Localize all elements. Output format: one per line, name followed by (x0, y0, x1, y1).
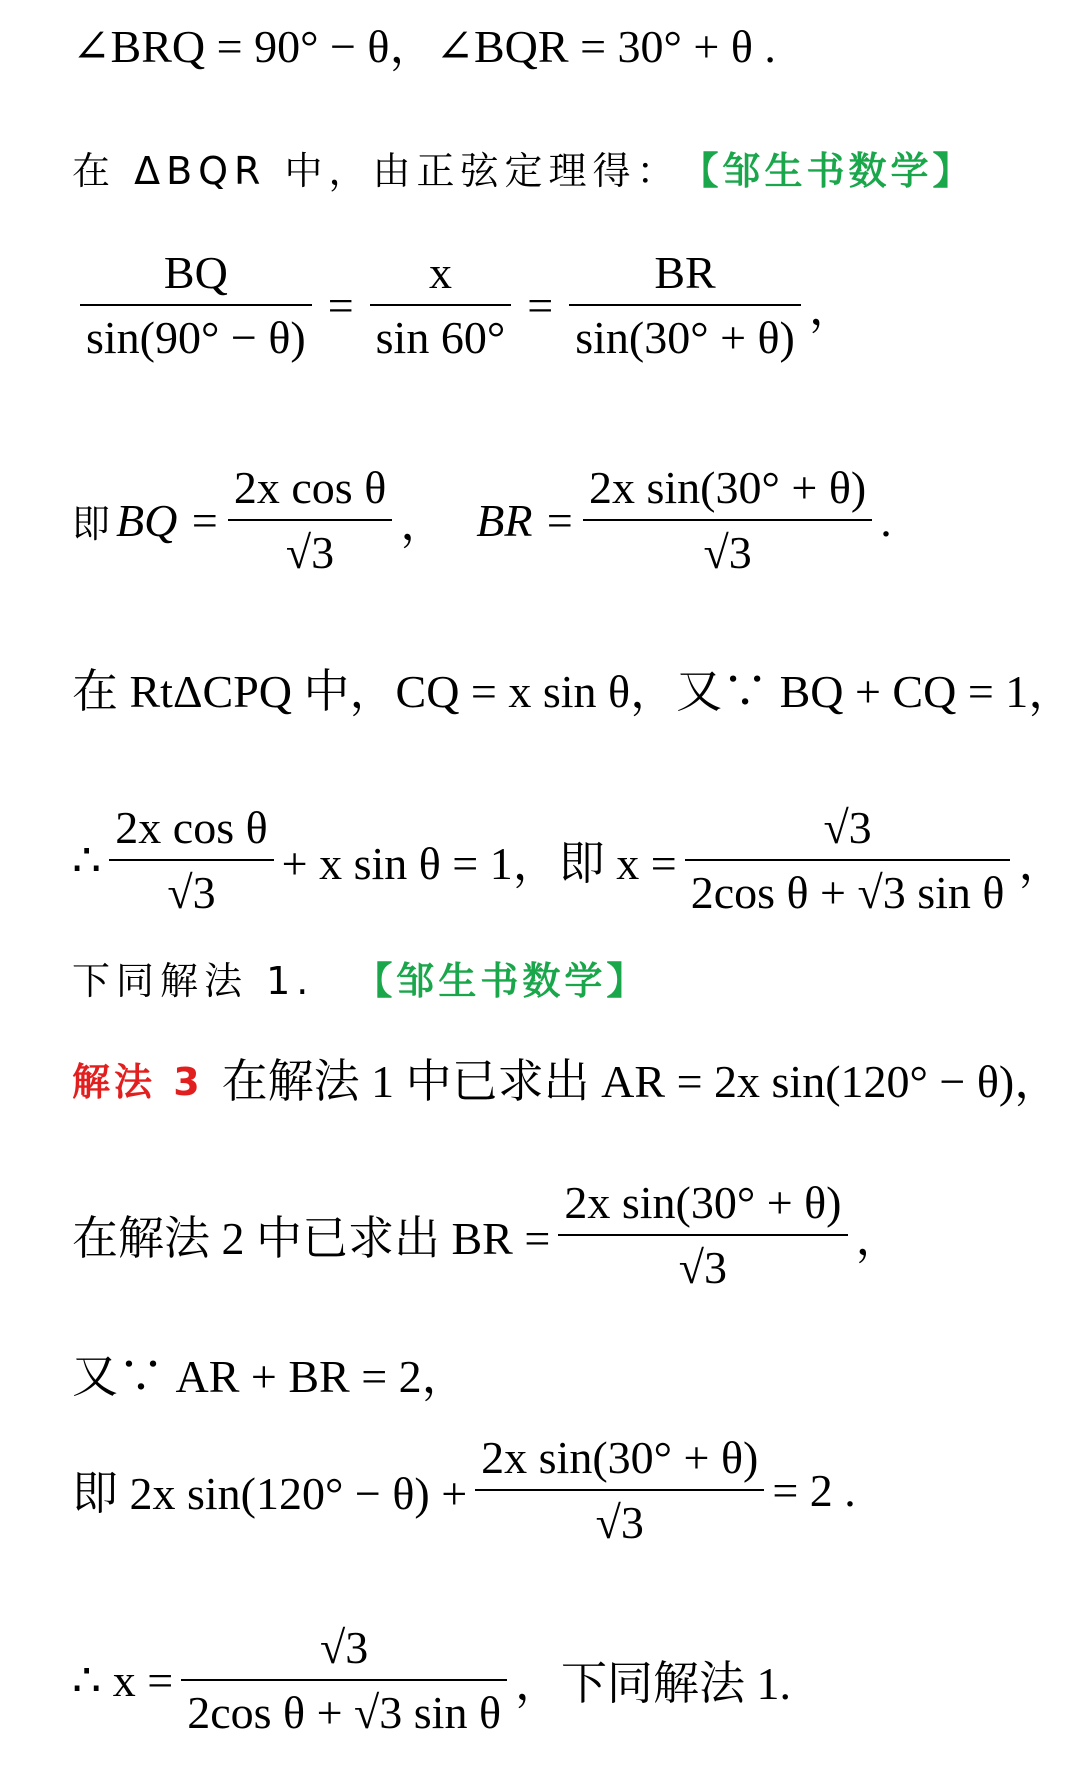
fraction-x-final (181, 1620, 507, 1740)
fraction-numerator: √3 (823, 802, 872, 853)
sum-condition-line (72, 1340, 468, 1406)
same-as-text: 下同解法 1. (72, 959, 315, 1003)
line-tail: ， (808, 283, 855, 335)
fraction-denominator: √3 (595, 1497, 644, 1549)
bq-br-result-line (72, 460, 892, 580)
brand-tag: 【邹生书数学】 (680, 149, 975, 193)
method3-label: 解法 3 (72, 1059, 204, 1104)
line-tail: ，下同解法 1. (514, 1658, 791, 1710)
fraction-br-sum (475, 1430, 764, 1550)
fraction-br (569, 245, 801, 365)
fraction-denominator: √3 (285, 527, 335, 579)
fraction-numerator: √3 (319, 1622, 369, 1673)
fraction-2xcos (109, 800, 273, 920)
fraction-denominator: sin(90° − θ) (86, 312, 306, 364)
fraction-numerator: BR (654, 247, 716, 298)
same-as-method1-line (72, 950, 648, 1005)
br-lhs: BR = (476, 494, 575, 546)
fraction-x (370, 245, 512, 365)
fraction-bq (80, 245, 312, 365)
fraction-denominator: 2cos θ + √3 sin θ (187, 1687, 501, 1739)
fraction-denominator: √3 (678, 1242, 728, 1294)
angle-relations-text: ∠BRQ = 90° − θ，∠BQR = 30° + θ . (72, 21, 776, 72)
line-tail: ， (855, 1213, 902, 1265)
combined-prefix: 即 2x sin(120° − θ) + (72, 1468, 468, 1520)
fraction-numerator: 2x sin(30° + θ) (564, 1177, 842, 1228)
method3-line (72, 1045, 1060, 1111)
line-tail: . (880, 494, 892, 546)
fraction-br-recall (558, 1175, 847, 1295)
br-recall-prefix: 在解法 2 中已求出 BR = (72, 1213, 551, 1265)
br-recall-line (72, 1175, 902, 1295)
fraction-numerator: BQ (163, 247, 228, 298)
middle-expression: + x sin θ = 1，即 x = (281, 838, 677, 890)
final-x-line (72, 1620, 791, 1740)
fraction-numerator: 2x cos θ (233, 462, 387, 513)
right-triangle-text: 在 RtΔCPQ 中，CQ = x sin θ，又∵ BQ + CQ = 1， (72, 666, 1075, 717)
line-tail: ， (1018, 838, 1065, 890)
fraction-bq-result (228, 460, 392, 580)
sine-law-intro-text: 在 ΔBQR 中，由正弦定理得： (72, 149, 681, 193)
equals-sign: = (527, 279, 554, 331)
prefix-text: 即 (72, 501, 117, 546)
bq-lhs: BQ = (116, 494, 220, 546)
fraction-br-result (583, 460, 872, 580)
fraction-denominator: sin(30° + θ) (575, 312, 795, 364)
sine-law-equation (72, 245, 855, 365)
sine-law-intro-line (72, 140, 975, 195)
right-triangle-line (72, 655, 1074, 721)
fraction-numerator: 2x cos θ (115, 802, 268, 853)
fraction-numerator: x (428, 247, 452, 298)
fraction-denominator: √3 (703, 527, 752, 579)
fraction-numerator: 2x sin(30° + θ) (481, 1432, 759, 1483)
equals-sign: = (327, 279, 354, 331)
fraction-denominator: 2cos θ + √3 sin θ (690, 867, 1005, 919)
fraction-numerator: 2x sin(30° + θ) (588, 462, 867, 513)
therefore-symbol: ∴ (72, 835, 102, 887)
fraction-x-solution (685, 800, 1011, 920)
angle-relations-line (72, 10, 776, 76)
final-prefix: ∴ x = (72, 1655, 174, 1707)
separator: ， (400, 498, 447, 550)
sum-condition-text: 又∵ AR + BR = 2， (72, 1351, 468, 1402)
fraction-denominator: sin 60° (375, 312, 506, 364)
combined-equation-line (72, 1430, 856, 1550)
solve-x-line (72, 800, 1064, 920)
brand-tag: 【邹生书数学】 (354, 959, 649, 1003)
method3-text: 在解法 1 中已求出 AR = 2x sin(120° − θ)， (221, 1056, 1061, 1107)
fraction-denominator: √3 (167, 867, 216, 919)
line-tail: = 2 . (772, 1464, 856, 1516)
